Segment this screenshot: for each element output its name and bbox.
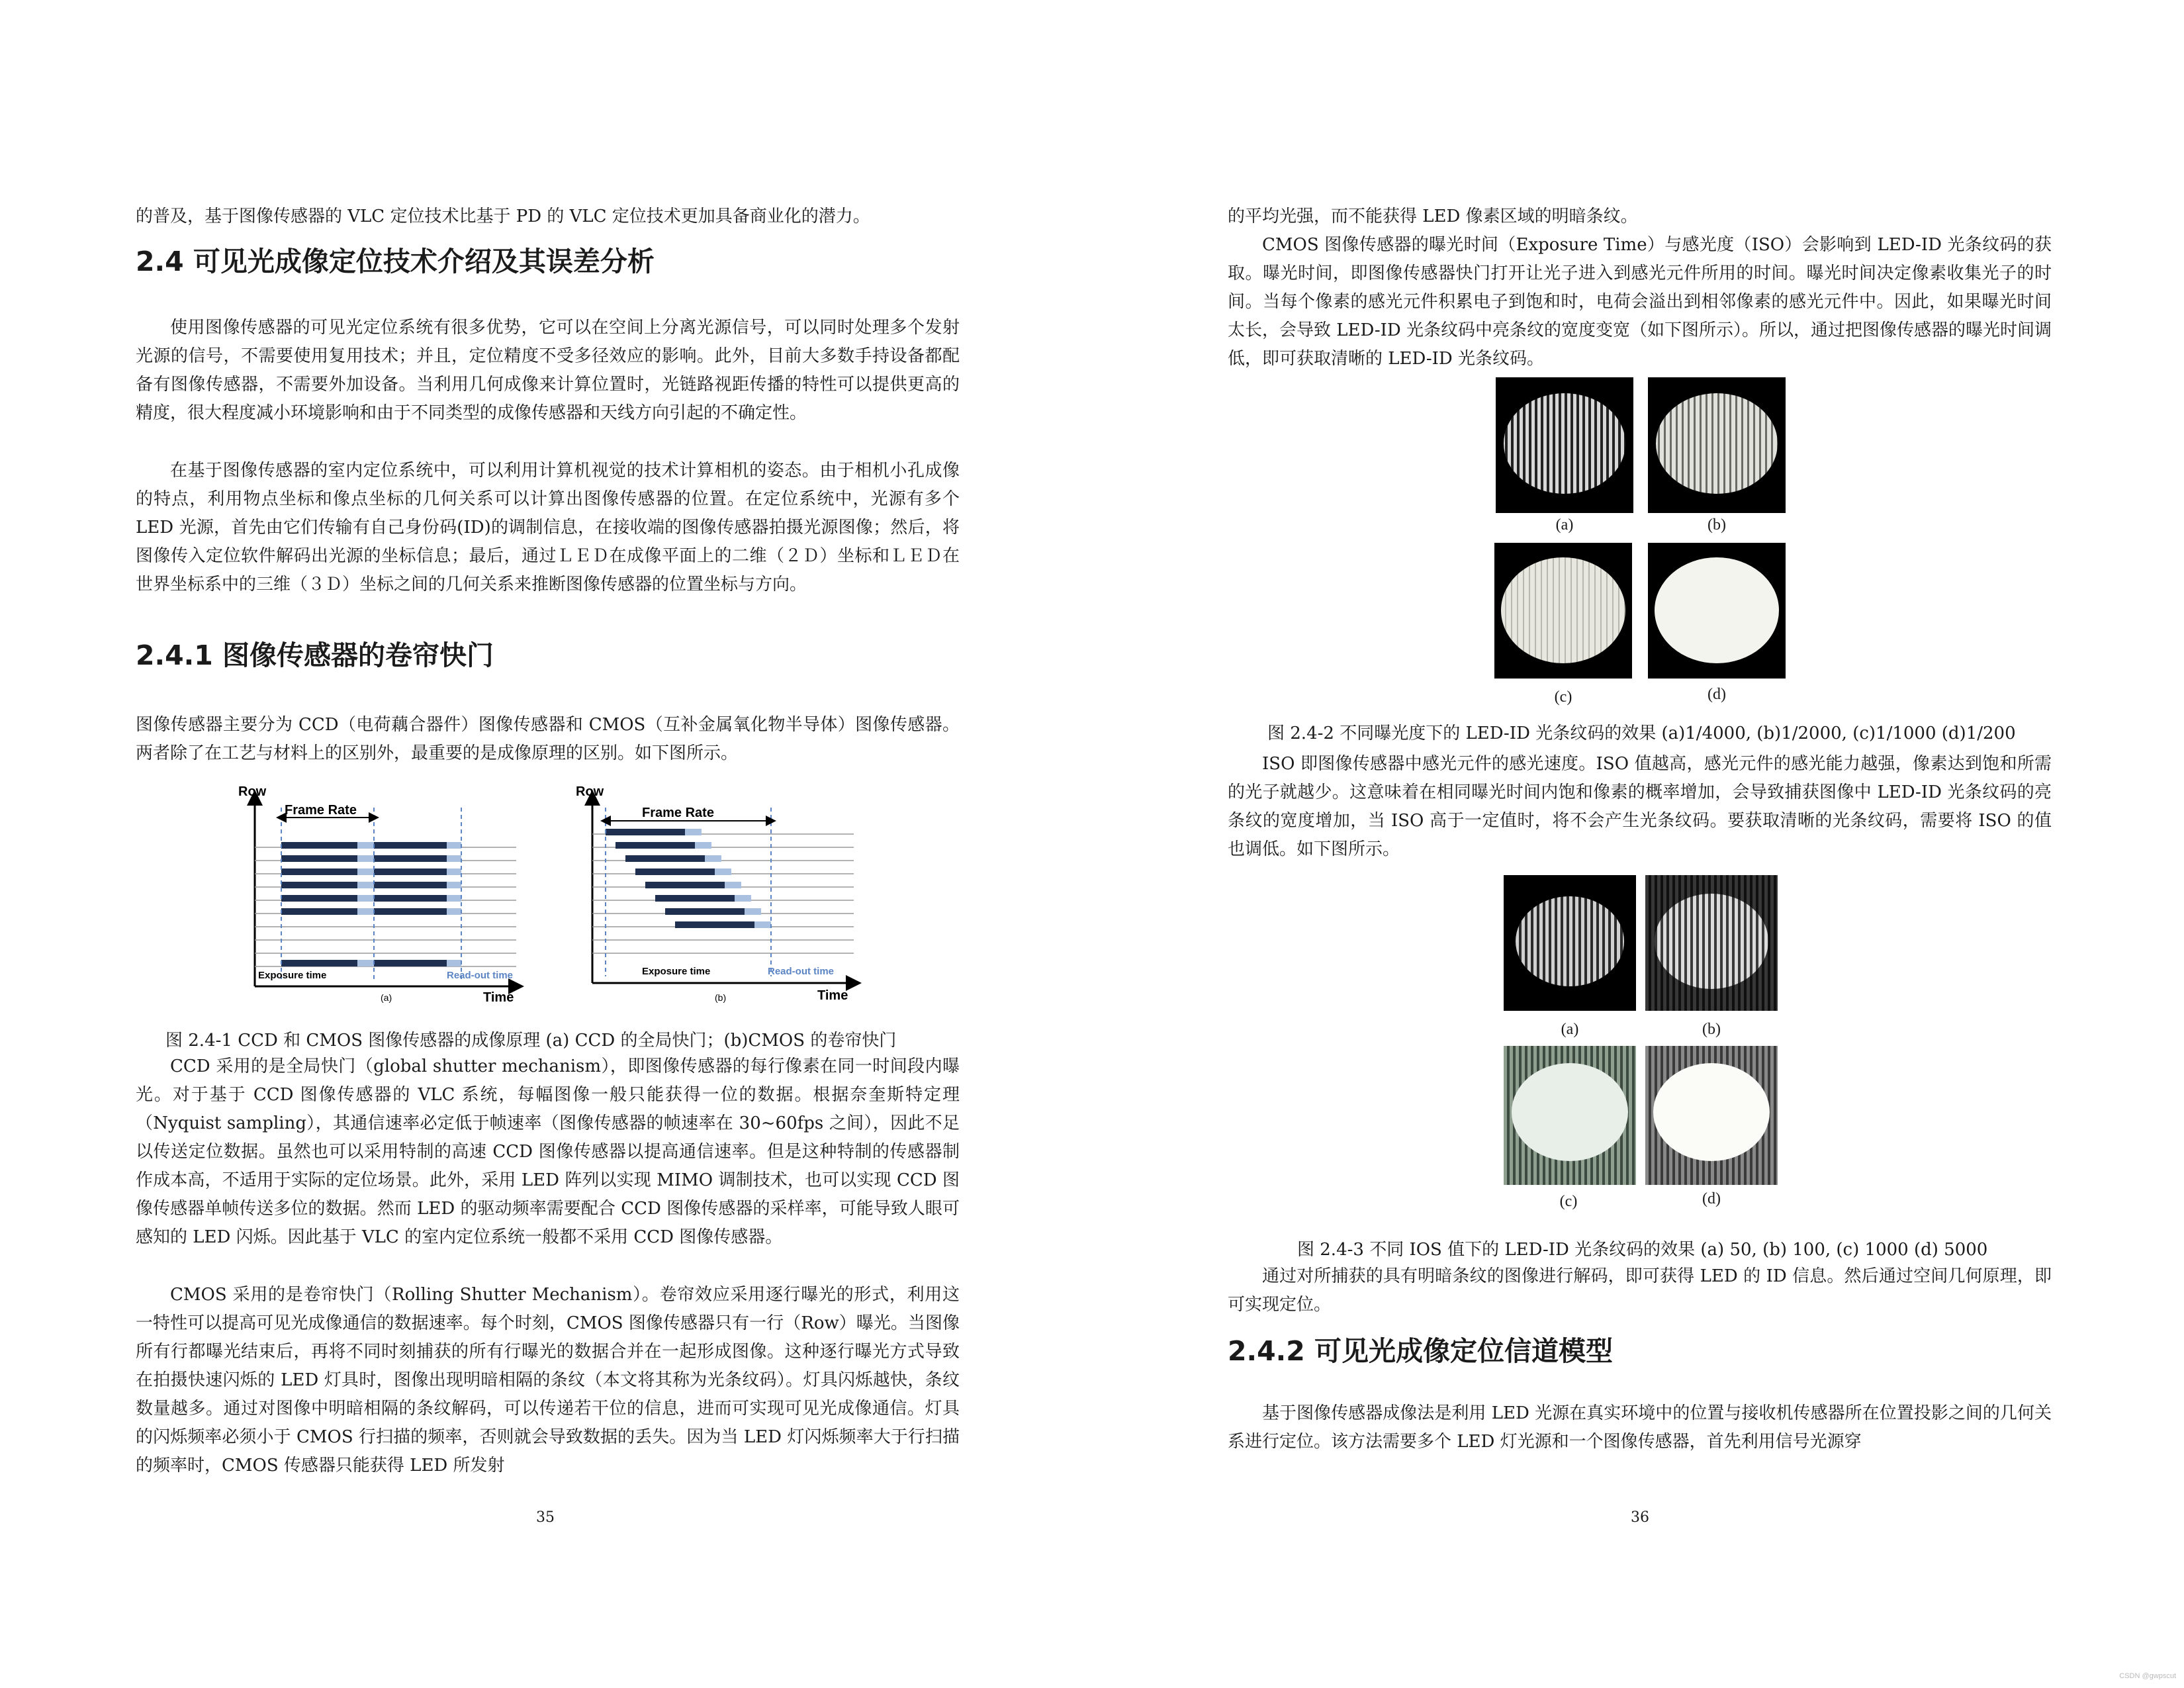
section-title: 2.4 可见光成像定位技术介绍及其误差分析 (136, 246, 655, 277)
paragraph-4: 基于图像传感器成像法是利用 LED 光源在真实环境中的位置与接收机传感器所在位置投影之间的几何关系进行定位。该方法需要多个 LED 灯光源和一个图像传感器，首先利用信号光源穿 (1228, 1403, 2052, 1452)
figure-3-caption: 图 2.4-3 不同 IOS 值下的 LED-ID 光条纹码的效果 (a) 50, (b) 100, (c) 1000 (d) 5000 (1297, 1240, 1988, 1260)
exposure-label-c: (c) (1554, 688, 1572, 706)
exposure-photo-b (1648, 377, 1786, 513)
intro-tail: 的普及，基于图像传感器的 VLC 定位技术比基于 PD 的 VLC 定位技术更加具备商业化的潜力。 (136, 207, 870, 226)
paragraph-1: CMOS 图像传感器的曝光时间（Exposure Time）与感光度（ISO）会影响到 LED-ID 光条纹码的获取。曝光时间，即图像传感器快门打开让光子进入到感光元件所用的时间。曝光时间决定像素收集光子的时间。当每个像素的感光元件积累电子到饱和时，电荷会溢出到相邻像素的感光元件中。因此，如果曝光时间太长，会导致 LED-ID 光条纹码中亮条纹的宽度变宽（如下图所示）。所以，通过把图像传感器的曝光时间调低，即可获取清晰的 LED-ID 光条纹码。 (1228, 235, 2052, 369)
figure-2-caption: 图 2.4-2 不同曝光度下的 LED-ID 光条纹码的效果 (a)1/4000, (b)1/2000, (c)1/1000 (d)1/200 (1267, 724, 2016, 743)
exposure-photo-c (1494, 543, 1632, 679)
cmos-time-label: Time (817, 988, 848, 1003)
figure-caption: 图 2.4-1 CCD 和 CMOS 图像传感器的成像原理 (a) CCD 的全局快门；(b)CMOS 的卷帘快门 (165, 1031, 897, 1051)
subsection-title: 2.4.1 图像传感器的卷帘快门 (136, 639, 494, 671)
paragraph-3: 图像传感器主要分为 CCD（电荷藕合器件）图像传感器和 CMOS（互补金属氧化物半导体）图像传感器。两者除了在工艺与材料上的区别外，最重要的是成像原理的区别。如下图所示。 (136, 715, 960, 763)
paragraph-2: 在基于图像传感器的室内定位系统中，可以利用计算机视觉的技术计算相机的姿态。由于相机小孔成像的特点，利用物点坐标和像点坐标的几何关系可以计算出图像传感器的位置。在定位系统中，光源有多个 LED 光源，首先由它们传输有自己身份码(ID)的调制信息，在接收端的图像传感器拍摄光源图像；然后，将图像传入定位软件解码出光源的坐标信息；最后，通过ＬＥＤ在成像平面上的二维（２Ｄ）坐标和ＬＥＤ在世界坐标系中的三维（３Ｄ）坐标之间的几何关系来推断图像传感器的位置坐标与方向。 (136, 461, 960, 594)
ccd-diagram (238, 784, 516, 1005)
iso-photo-a (1504, 875, 1636, 1011)
iso-label-b: (b) (1702, 1021, 1721, 1038)
ccd-exposure-label: Exposure time (258, 970, 327, 981)
shutter-figure (238, 781, 867, 1006)
iso-photo-d (1645, 1046, 1778, 1185)
exposure-label-d: (d) (1707, 686, 1726, 703)
right-page (1092, 0, 2184, 1688)
subsection-title: 2.4.2 可见光成像定位信道模型 (1228, 1335, 1614, 1367)
cmos-exposure-label: Exposure time (642, 966, 711, 977)
watermark: CSDN @gwpscut (2119, 1672, 2176, 1680)
iso-label-a: (a) (1561, 1021, 1579, 1038)
cmos-readout-label: Read-out time (768, 966, 835, 977)
paragraph-5: CMOS 采用的是卷帘快门（Rolling Shutter Mechanism）。卷帘效应采用逐行曝光的形式，利用这一特性可以提高可见光成像通信的数据速率。每个时刻，CMOS 图像传感器只有一行（Row）曝光。当图像所有行都曝光结束后，再将不同时刻捕获的所有行曝光的数据合并在一起形成图像。这种逐行曝光方式导致在拍摄快速闪烁的 LED 灯具时，图像出现明暗相隔的条纹（本文将其称为光条纹码）。灯具闪烁越快，条纹数量越多。通过对图像中明暗相隔的条纹解码，可以传递若干位的信息，进而可实现可见光成像通信。灯具的闪烁频率必须小于 CMOS 行扫描的频率，否则就会导致数据的丢失。因为当 LED 灯闪烁频率大于行扫描的频率时，CMOS 传感器只能获得 LED 所发射 (136, 1285, 960, 1476)
ccd-time-label: Time (483, 990, 514, 1005)
ccd-sub-label: (a) (381, 992, 392, 1003)
paragraph-4: CCD 采用的是全局快门（global shutter mechanism），即图像传感器的每行像素在同一时间段内曝光。对于基于 CCD 图像传感器的 VLC 系统，每幅图像一般只能获得一位的数据。根据奈奎斯特定理（Nyquist sampling），其通信速率必定低于帧速率（图像传感器的帧速率在 30~60fps 之间），因此不足以传送定位数据。虽然也可以采用特制的高速 CCD 图像传感器以提高通信速率。但是这种特制的传感器制作成本高，不适用于实际的定位场景。此外，采用 LED 阵列以实现 MIMO 调制技术，也可以实现 CCD 图像传感器单帧传送多位的数据。然而 LED 的驱动频率需要配合 CCD 图像传感器的采样率，可能导致人眼可感知的 LED 闪烁。因此基于 VLC 的室内定位系统一般都不采用 CCD 图像传感器。 (136, 1056, 960, 1247)
exposure-label-b: (b) (1707, 516, 1726, 534)
exposure-photo-d (1648, 543, 1786, 679)
iso-label-c: (c) (1559, 1193, 1578, 1210)
ccd-frame-rate-label: Frame Rate (285, 803, 357, 818)
cmos-sub-label: (b) (715, 992, 727, 1003)
cmos-diagram (576, 784, 854, 1003)
page-number: 35 (536, 1509, 555, 1526)
paragraph-2: ISO 即图像传感器中感光元件的感光速度。ISO 值越高，感光元件的感光能力越强，像素达到饱和所需的光子就越少。这意味着在相同曝光时间内饱和像素的概率增加，会导致捕获图像中 LED-ID 光条纹码的亮条纹的宽度增加，当 ISO 高于一定值时，将不会产生光条纹码。要获取清晰的光条纹码，需要将 ISO 的值也调低。如下图所示。 (1228, 754, 2052, 859)
exposure-photo-a (1496, 377, 1633, 513)
paragraph-1: 使用图像传感器的可见光定位系统有很多优势，它可以在空间上分离光源信号，可以同时处理多个发射光源的信号，不需要使用复用技术；并且，定位精度不受多径效应的影响。此外，目前大多数手持设备都配备有图像传感器，不需要外加设备。当利用几何成像来计算位置时，光链路视距传播的特性可以提供更高的精度，很大程度减小环境影响和由于不同类型的成像传感器和天线方向引起的不确定性。 (136, 318, 960, 423)
ccd-readout-label: Read-out time (447, 970, 514, 981)
iso-label-d: (d) (1702, 1190, 1721, 1207)
intro-line: 的平均光强，而不能获得 LED 像素区域的明暗条纹。 (1228, 207, 1638, 226)
iso-photo-b (1645, 875, 1778, 1011)
exposure-label-a: (a) (1555, 516, 1574, 534)
paragraph-3: 通过对所捕获的具有明暗条纹的图像进行解码，即可获得 LED 的 ID 信息。然后通过空间几何原理，即可实现定位。 (1228, 1266, 2052, 1315)
page-number: 36 (1631, 1509, 1649, 1526)
cmos-row-label: Row (576, 784, 604, 799)
ccd-row-label: Row (238, 784, 267, 799)
iso-photo-c (1504, 1046, 1636, 1185)
cmos-frame-rate-label: Frame Rate (642, 806, 714, 820)
